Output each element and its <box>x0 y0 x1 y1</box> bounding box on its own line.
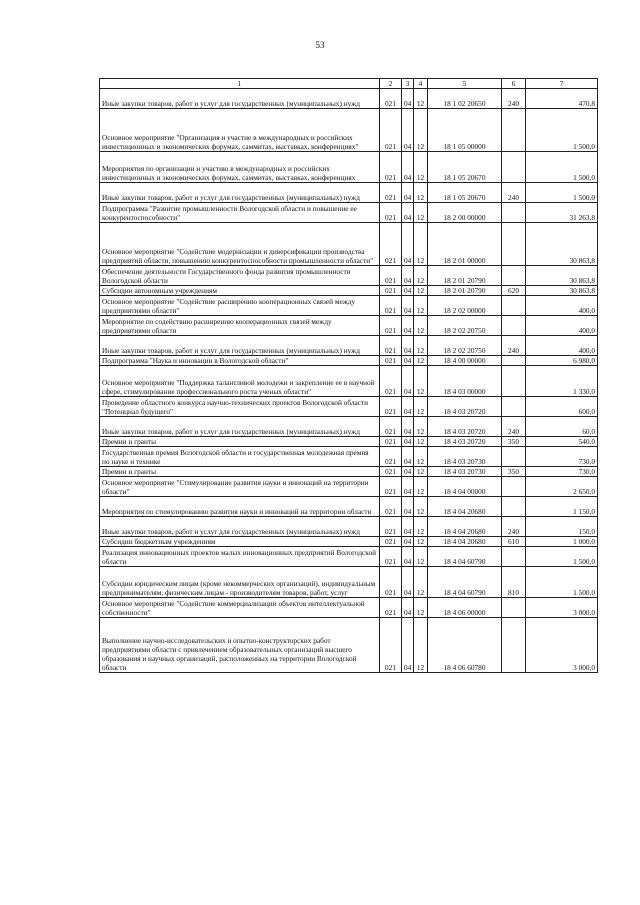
row-name-cell: Субсидии юридическим лицам (кроме некоммерческих организаций), индивидуальным предпринимателям, физическим лицам - производителям товаров, работ, услуг <box>100 567 380 598</box>
row-target-article-cell: 18 4 04 60790 <box>428 567 502 598</box>
row-name-cell: Подпрограмма "Развитие промышленности Вологодской области и повышение ее конкурентоспособности" <box>100 203 380 223</box>
row-name-cell: Субсидии автономным учреждениям <box>100 286 380 296</box>
row-code-cell: 021 <box>380 316 402 336</box>
row-amount-cell: 1 500,0 <box>526 547 598 567</box>
row-target-article-cell: 18 4 04 60790 <box>428 547 502 567</box>
row-target-article-cell: 18 4 04 00000 <box>428 477 502 497</box>
row-code-cell: 021 <box>380 356 402 366</box>
row-subsection-cell: 12 <box>414 183 428 203</box>
row-code-cell: 021 <box>380 537 402 547</box>
table-row <box>100 152 598 183</box>
row-code-cell: 021 <box>380 183 402 203</box>
row-target-article-cell: 18 2 00 00000 <box>428 203 502 223</box>
row-name-cell: Мероприятия по стимулированию развития науки и инноваций на территории области <box>100 497 380 517</box>
table-row <box>100 109 598 152</box>
row-code-cell: 021 <box>380 437 402 447</box>
row-expense-type-cell <box>502 547 526 567</box>
row-code-cell: 021 <box>380 89 402 109</box>
row-name-cell: Иные закупки товаров, работ и услуг для государственных (муниципальных) нужд <box>100 417 380 437</box>
row-name-cell: Основное мероприятие "Содействие коммерциализации объектов интеллектуальной собственности" <box>100 598 380 618</box>
table-row <box>100 316 598 336</box>
row-subsection-cell: 12 <box>414 286 428 296</box>
row-subsection-cell: 12 <box>414 447 428 467</box>
row-amount-cell: 30 863,8 <box>526 266 598 286</box>
row-section-cell: 04 <box>402 447 414 467</box>
row-section-cell: 04 <box>402 618 414 673</box>
row-name-cell: Реализация инновационных проектов малых инновационных предприятий Вологодской области <box>100 547 380 567</box>
row-subsection-cell: 12 <box>414 203 428 223</box>
row-section-cell: 04 <box>402 336 414 356</box>
row-expense-type-cell <box>502 477 526 497</box>
row-expense-type-cell <box>502 356 526 366</box>
row-subsection-cell: 12 <box>414 437 428 447</box>
row-code-cell: 021 <box>380 467 402 477</box>
table-row <box>100 203 598 223</box>
table-row <box>100 517 598 537</box>
row-amount-cell: 31 263,8 <box>526 203 598 223</box>
table-row <box>100 567 598 598</box>
row-target-article-cell: 18 4 06 00000 <box>428 598 502 618</box>
row-name-cell: Мероприятие по содействию расширению кооперационных связей между предприятиями области <box>100 316 380 336</box>
row-code-cell: 021 <box>380 266 402 286</box>
table-header-row <box>100 79 598 89</box>
row-target-article-cell: 18 2 02 00000 <box>428 296 502 316</box>
row-expense-type-cell: 240 <box>502 336 526 356</box>
row-code-cell: 021 <box>380 417 402 437</box>
row-amount-cell: 1 330,0 <box>526 366 598 397</box>
row-code-cell: 021 <box>380 598 402 618</box>
row-code-cell: 021 <box>380 567 402 598</box>
row-section-cell: 04 <box>402 437 414 447</box>
row-subsection-cell: 12 <box>414 397 428 417</box>
row-target-article-cell: 18 4 03 20720 <box>428 437 502 447</box>
row-expense-type-cell <box>502 152 526 183</box>
row-name-cell: Обеспечение деятельности Государственного фонда развития промышленности Вологодской области <box>100 266 380 286</box>
row-section-cell: 04 <box>402 547 414 567</box>
row-target-article-cell: 18 4 03 20720 <box>428 397 502 417</box>
table-row <box>100 397 598 417</box>
table-row <box>100 437 598 447</box>
table-body <box>100 89 598 673</box>
row-amount-cell: 2 650,0 <box>526 477 598 497</box>
row-amount-cell: 730,0 <box>526 447 598 467</box>
row-section-cell: 04 <box>402 497 414 517</box>
row-amount-cell: 1 000,0 <box>526 537 598 547</box>
row-target-article-cell: 18 1 05 20670 <box>428 152 502 183</box>
table-row <box>100 336 598 356</box>
row-section-cell: 04 <box>402 109 414 152</box>
row-name-cell: Проведение областного конкурса научно-технических проектов Вологодской области "Потенциал будущего" <box>100 397 380 417</box>
row-section-cell: 04 <box>402 598 414 618</box>
row-target-article-cell: 18 1 02 20650 <box>428 89 502 109</box>
row-section-cell: 04 <box>402 89 414 109</box>
row-code-cell: 021 <box>380 203 402 223</box>
row-subsection-cell: 12 <box>414 266 428 286</box>
row-section-cell: 04 <box>402 203 414 223</box>
row-subsection-cell: 12 <box>414 477 428 497</box>
column-header: 7 <box>526 79 598 89</box>
row-target-article-cell: 18 4 00 00000 <box>428 356 502 366</box>
row-code-cell: 021 <box>380 618 402 673</box>
row-section-cell: 04 <box>402 366 414 397</box>
row-expense-type-cell <box>502 296 526 316</box>
row-code-cell: 021 <box>380 397 402 417</box>
row-subsection-cell: 12 <box>414 517 428 537</box>
row-amount-cell: 3 000,0 <box>526 598 598 618</box>
row-name-cell: Основное мероприятие "Поддержка талантливой молодежи и закрепление ее в научной сфере, стимулирование профессионального роста ученых области" <box>100 366 380 397</box>
row-code-cell: 021 <box>380 336 402 356</box>
row-expense-type-cell <box>502 618 526 673</box>
row-expense-type-cell <box>502 266 526 286</box>
row-subsection-cell: 12 <box>414 598 428 618</box>
row-amount-cell: 1 500,0 <box>526 109 598 152</box>
row-subsection-cell: 12 <box>414 366 428 397</box>
row-amount-cell: 400,0 <box>526 316 598 336</box>
row-code-cell: 021 <box>380 223 402 266</box>
table-row <box>100 547 598 567</box>
row-target-article-cell: 18 4 06 60780 <box>428 618 502 673</box>
row-subsection-cell: 12 <box>414 618 428 673</box>
column-header: 6 <box>502 79 526 89</box>
row-amount-cell: 600,0 <box>526 397 598 417</box>
row-target-article-cell: 18 4 03 00000 <box>428 366 502 397</box>
row-code-cell: 021 <box>380 477 402 497</box>
row-target-article-cell: 18 4 03 20720 <box>428 417 502 437</box>
row-expense-type-cell: 240 <box>502 417 526 437</box>
row-amount-cell: 30 863,8 <box>526 286 598 296</box>
table-row <box>100 618 598 673</box>
row-section-cell: 04 <box>402 467 414 477</box>
table-row <box>100 183 598 203</box>
column-header: 3 <box>402 79 414 89</box>
row-amount-cell: 400,0 <box>526 296 598 316</box>
row-expense-type-cell: 350 <box>502 467 526 477</box>
row-target-article-cell: 18 4 04 20680 <box>428 517 502 537</box>
row-subsection-cell: 12 <box>414 567 428 598</box>
row-subsection-cell: 12 <box>414 152 428 183</box>
row-name-cell: Иные закупки товаров, работ и услуг для государственных (муниципальных) нужд <box>100 89 380 109</box>
row-name-cell: Выполнение научно-исследовательских и опытно-конструкторских работ предприятиями области с привлечением образовательных организаций высшего образования и научных организаций, расположенных на территории Вологодской области <box>100 618 380 673</box>
row-expense-type-cell <box>502 223 526 266</box>
row-target-article-cell: 18 4 03 20730 <box>428 467 502 477</box>
row-amount-cell: 60,0 <box>526 417 598 437</box>
row-amount-cell: 1 150,0 <box>526 497 598 517</box>
row-target-article-cell: 18 2 01 00000 <box>428 223 502 266</box>
row-expense-type-cell <box>502 316 526 336</box>
column-header: 5 <box>428 79 502 89</box>
column-header: 1 <box>100 79 380 89</box>
row-name-cell: Иные закупки товаров, работ и услуг для государственных (муниципальных) нужд <box>100 336 380 356</box>
table-row <box>100 467 598 477</box>
row-expense-type-cell <box>502 203 526 223</box>
table-row <box>100 366 598 397</box>
row-name-cell: Иные закупки товаров, работ и услуг для государственных (муниципальных) нужд <box>100 183 380 203</box>
row-section-cell: 04 <box>402 316 414 336</box>
row-subsection-cell: 12 <box>414 89 428 109</box>
row-expense-type-cell: 240 <box>502 89 526 109</box>
row-subsection-cell: 12 <box>414 497 428 517</box>
table-row <box>100 286 598 296</box>
table-row <box>100 477 598 497</box>
row-amount-cell: 540,0 <box>526 437 598 447</box>
row-subsection-cell: 12 <box>414 296 428 316</box>
row-target-article-cell: 18 1 05 20670 <box>428 183 502 203</box>
row-section-cell: 04 <box>402 356 414 366</box>
row-section-cell: 04 <box>402 152 414 183</box>
row-code-cell: 021 <box>380 517 402 537</box>
row-code-cell: 021 <box>380 296 402 316</box>
row-expense-type-cell: 620 <box>502 286 526 296</box>
row-expense-type-cell: 610 <box>502 537 526 547</box>
budget-table <box>99 78 598 673</box>
row-section-cell: 04 <box>402 567 414 598</box>
table-row <box>100 598 598 618</box>
table-row <box>100 266 598 286</box>
row-subsection-cell: 12 <box>414 467 428 477</box>
row-section-cell: 04 <box>402 537 414 547</box>
row-amount-cell: 150,0 <box>526 517 598 537</box>
row-name-cell: Основное мероприятие "Содействие расширению кооперационных связей между предприятиями области" <box>100 296 380 316</box>
row-amount-cell: 470,8 <box>526 89 598 109</box>
row-code-cell: 021 <box>380 447 402 467</box>
row-section-cell: 04 <box>402 397 414 417</box>
row-subsection-cell: 12 <box>414 336 428 356</box>
row-target-article-cell: 18 1 05 00000 <box>428 109 502 152</box>
table-row <box>100 537 598 547</box>
column-header: 2 <box>380 79 402 89</box>
row-subsection-cell: 12 <box>414 109 428 152</box>
row-target-article-cell: 18 4 03 20730 <box>428 447 502 467</box>
row-amount-cell: 400,0 <box>526 336 598 356</box>
row-section-cell: 04 <box>402 286 414 296</box>
table-row <box>100 447 598 467</box>
row-name-cell: Субсидии бюджетным учреждениям <box>100 537 380 547</box>
table-row <box>100 497 598 517</box>
row-section-cell: 04 <box>402 183 414 203</box>
table-row <box>100 356 598 366</box>
row-expense-type-cell <box>502 366 526 397</box>
row-name-cell: Иные закупки товаров, работ и услуг для государственных (муниципальных) нужд <box>100 517 380 537</box>
row-expense-type-cell <box>502 447 526 467</box>
row-subsection-cell: 12 <box>414 547 428 567</box>
row-target-article-cell: 18 4 04 20680 <box>428 497 502 517</box>
row-expense-type-cell <box>502 109 526 152</box>
table-row <box>100 417 598 437</box>
row-name-cell: Мероприятия по организации и участию в международных и российских инвестиционных и экономических форумах, саммитах, выставках, конференциях <box>100 152 380 183</box>
row-code-cell: 021 <box>380 109 402 152</box>
row-section-cell: 04 <box>402 417 414 437</box>
row-section-cell: 04 <box>402 266 414 286</box>
row-expense-type-cell <box>502 598 526 618</box>
row-amount-cell: 730,0 <box>526 467 598 477</box>
row-name-cell: Основное мероприятие "Организация и участие в международных и российских инвестиционных и экономических форумах, саммитах, выставках, конференциях" <box>100 109 380 152</box>
table-row <box>100 89 598 109</box>
row-code-cell: 021 <box>380 547 402 567</box>
row-name-cell: Государственная премия Вологодской области и государственная молодежная премия по науке и технике <box>100 447 380 467</box>
page-number: 53 <box>315 40 325 50</box>
row-target-article-cell: 18 2 01 20790 <box>428 286 502 296</box>
row-code-cell: 021 <box>380 497 402 517</box>
row-subsection-cell: 12 <box>414 356 428 366</box>
row-code-cell: 021 <box>380 152 402 183</box>
row-expense-type-cell <box>502 397 526 417</box>
row-amount-cell: 1 500,0 <box>526 183 598 203</box>
row-subsection-cell: 12 <box>414 417 428 437</box>
row-expense-type-cell: 240 <box>502 517 526 537</box>
row-subsection-cell: 12 <box>414 537 428 547</box>
column-header: 4 <box>414 79 428 89</box>
row-expense-type-cell: 240 <box>502 183 526 203</box>
table-row <box>100 223 598 266</box>
row-code-cell: 021 <box>380 286 402 296</box>
row-amount-cell: 30 863,8 <box>526 223 598 266</box>
table-row <box>100 296 598 316</box>
row-expense-type-cell: 350 <box>502 437 526 447</box>
row-expense-type-cell: 810 <box>502 567 526 598</box>
row-target-article-cell: 18 2 02 20750 <box>428 316 502 336</box>
row-section-cell: 04 <box>402 517 414 537</box>
row-name-cell: Премии и гранты <box>100 467 380 477</box>
row-amount-cell: 1 500,0 <box>526 567 598 598</box>
row-amount-cell: 3 000,0 <box>526 618 598 673</box>
row-name-cell: Подпрограмма "Наука и инновации в Вологодской области" <box>100 356 380 366</box>
row-subsection-cell: 12 <box>414 316 428 336</box>
row-code-cell: 021 <box>380 366 402 397</box>
row-amount-cell: 1 500,0 <box>526 152 598 183</box>
row-target-article-cell: 18 2 01 20790 <box>428 266 502 286</box>
row-name-cell: Премии и гранты <box>100 437 380 447</box>
row-section-cell: 04 <box>402 223 414 266</box>
row-subsection-cell: 12 <box>414 223 428 266</box>
row-section-cell: 04 <box>402 296 414 316</box>
row-section-cell: 04 <box>402 477 414 497</box>
row-amount-cell: 6 980,0 <box>526 356 598 366</box>
row-target-article-cell: 18 4 04 20680 <box>428 537 502 547</box>
row-name-cell: Основное мероприятие "Содействие модернизации и диверсификации производства предприятий области, повышению конкурентоспособности промышленности области" <box>100 223 380 266</box>
row-name-cell: Основное мероприятие "Стимулирование развития науки и инноваций на территории области" <box>100 477 380 497</box>
row-expense-type-cell <box>502 497 526 517</box>
row-target-article-cell: 18 2 02 20750 <box>428 336 502 356</box>
